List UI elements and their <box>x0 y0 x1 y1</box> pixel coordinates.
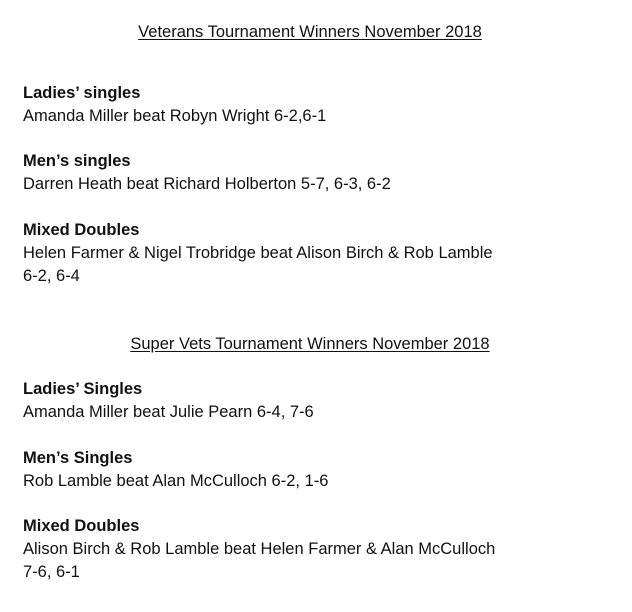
super-vets-tournament-title: Super Vets Tournament Winners November 2018 <box>130 335 490 353</box>
veterans-mixed-doubles <box>23 219 613 288</box>
event-result-score: 7-6, 6-1 <box>23 563 80 581</box>
event-result: Amanda Miller beat Robyn Wright 6-2,6-1 <box>23 107 327 125</box>
veterans-tournament-title: Veterans Tournament Winners November 2018 <box>138 23 482 41</box>
event-category: Mixed Doubles <box>23 517 140 535</box>
event-category: Mixed Doubles <box>23 221 140 239</box>
veterans-ladies-singles <box>23 82 613 128</box>
super-vets-mens-singles <box>23 447 613 493</box>
event-category: Ladies’ singles <box>23 84 141 102</box>
veterans-mens-singles <box>23 150 613 196</box>
super-vets-mixed-doubles <box>23 515 613 584</box>
event-result-score: 6-2, 6-4 <box>23 267 80 285</box>
event-category: Men’s Singles <box>23 449 133 467</box>
super-vets-ladies-singles <box>23 378 613 424</box>
event-result: Amanda Miller beat Julie Pearn 6-4, 7-6 <box>23 403 314 421</box>
event-result: Alison Birch & Rob Lamble beat Helen Farmer & Alan McCulloch <box>23 540 496 558</box>
event-result: Helen Farmer & Nigel Trobridge beat Alison Birch & Rob Lamble <box>23 244 493 262</box>
event-result: Rob Lamble beat Alan McCulloch 6-2, 1-6 <box>23 472 329 490</box>
event-result: Darren Heath beat Richard Holberton 5-7, 6-3, 6-2 <box>23 175 391 193</box>
event-category: Men’s singles <box>23 152 131 170</box>
event-category: Ladies’ Singles <box>23 380 143 398</box>
